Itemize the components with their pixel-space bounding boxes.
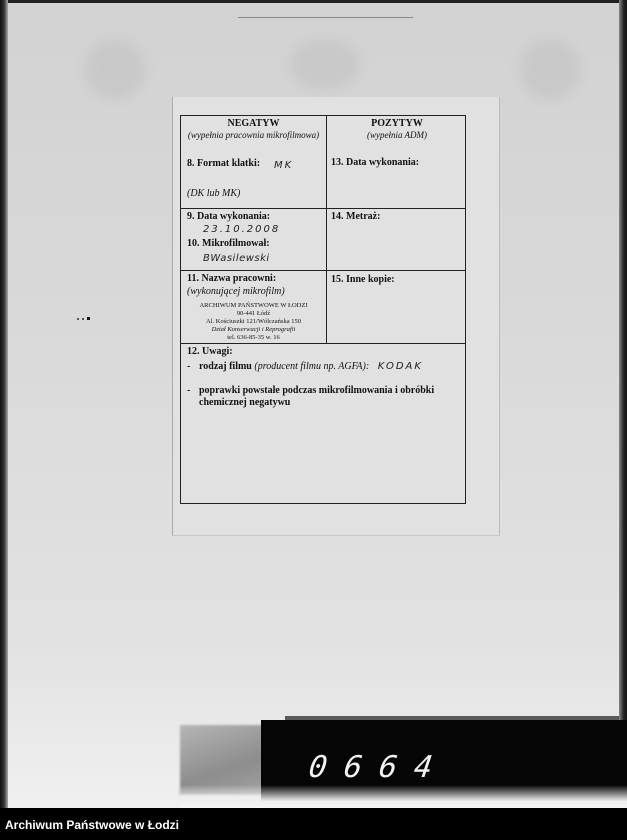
column-divider [326,116,327,344]
field-10-value[interactable]: BWasilewski [203,253,270,264]
field-11-label: 11. Nazwa pracowni: [187,273,277,284]
pozytyw-title: POZYTYW [371,118,423,129]
film-type-value[interactable]: KODAK [377,361,423,372]
smudge [290,40,360,90]
microfilm-form [180,115,466,504]
uwagi-item-film-type [199,361,423,373]
film-type-label: rodzaj filmu [199,361,252,372]
bullet: - [187,385,191,396]
negatyw-subtitle: (wypełnia pracownia mikrofilmowa) [187,130,320,140]
field-12-label: 12. Uwagi: [187,346,233,357]
film-type-hint: (producent filmu np. AGFA): [254,361,370,372]
film-edge-top [0,0,627,3]
field-11-hint: (wykonującej mikrofilm) [187,286,285,297]
film-edge-right [619,0,627,808]
field-8-label: 8. Format klatki: [187,158,261,169]
stamp-line: Al. Kościuszki 121/Wólczańska 150 [206,318,301,325]
film-edge-left [0,0,8,808]
negatyw-title: NEGATYW [227,118,280,129]
row-divider [181,208,465,209]
pozytyw-subtitle: (wypełnia ADM) [366,130,428,140]
smudge [520,40,580,100]
frame-counter-digits: 0664 [306,750,452,785]
stamp-line: Dział Konserwacji i Reprografii [211,326,296,333]
institution-name: Archiwum Państwowe w Łodzi [5,818,180,832]
scan-line-artifact [238,17,413,18]
uwagi-item-corrections [199,385,434,409]
field-8-hint: (DK lub MK) [187,188,241,199]
row-divider [181,270,465,271]
field-9-label: 9. Data wykonania: [187,211,271,222]
institution-stamp [186,302,321,342]
bullet: - [187,361,191,372]
stamp-line: ARCHIWUM PAŃSTWOWE W ŁODZI [199,302,308,309]
stamp-line: tel. 636-85-35 w. 16 [227,334,280,341]
corrections-line-1: poprawki powstałe podczas mikrofilmowania i obróbki [199,385,435,396]
smudge [85,40,145,100]
dust-specks [77,307,93,325]
field-8-value[interactable]: MK [274,160,294,171]
bottom-fade [180,785,627,808]
stamp-line: 90-441 Łódź [236,310,271,317]
field-14-label: 14. Metraż: [331,211,381,222]
field-10-label: 10. Mikrofilmował: [187,238,270,249]
corrections-line-2: chemicznej negatywu [199,397,291,408]
field-9-value[interactable]: 23.10.2008 [203,224,281,235]
field-13-label: 13. Data wykonania: [331,157,420,168]
footer-bar [0,808,627,840]
field-15-label: 15. Inne kopie: [331,274,395,285]
row-divider [181,343,465,344]
